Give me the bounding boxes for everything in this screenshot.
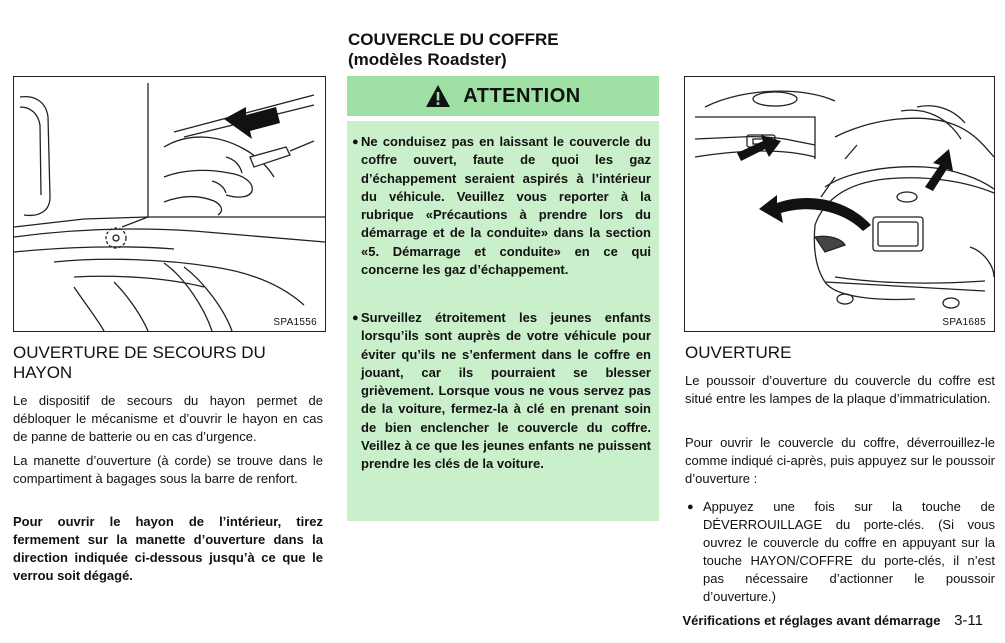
attention-item-exhaust xyxy=(352,133,651,279)
page-title-line2: (modèles Roadster) xyxy=(348,50,507,69)
trunk-opening-illustration xyxy=(685,77,994,331)
attention-header xyxy=(347,76,659,116)
figure-code: SPA1685 xyxy=(942,317,986,328)
tailgate-release-figure xyxy=(13,76,326,332)
bullet-icon: ● xyxy=(352,136,359,148)
opening-step-text: Appuyez une fois sur la touche de DÉVERROUILLAGE du porte-clés. (Si vous ouvrez le couvercle du coffre en appuyant sur la touche HAYON/COFFRE du porte-clés, il n’est pas nécessaire d’actionner le poussoir d’ouverture.) xyxy=(703,499,995,604)
figure-code: SPA1556 xyxy=(273,317,317,328)
paragraph-release-instruction: Pour ouvrir le hayon de l’intérieur, tirez fermement sur la manette d’ouverture dans la direction indiquée ci-dessous jusqu’à ce que le verrou soit dégagé. xyxy=(13,514,323,583)
attention-label: ATTENTION xyxy=(463,84,581,107)
page-footer xyxy=(683,612,984,629)
page-title xyxy=(348,30,559,70)
footer-chapter-title: Vérifications et réglages avant démarrage xyxy=(682,613,941,628)
tailgate-release-illustration xyxy=(14,77,325,331)
bullet-icon: ● xyxy=(352,312,359,324)
page-title-line1: COUVERCLE DU COFFRE xyxy=(348,30,559,49)
paragraph-release-description: Le dispositif de secours du hayon permet de débloquer le mécanisme et d’ouvrir le hayon en cas de panne de batterie ou en cas d’urgence. xyxy=(13,393,323,444)
attention-item-text: Surveillez étroitement les jeunes enfants lorsqu’ils sont auprès de votre véhicule pour éviter qu’ils ne s’enferment dans le coffre en jouant, car ils pourraient se blesser grièvement. Lorsque vous ne vous servez pas de la voiture, fermez-la à clé en prenant soin de bien enclencher le couvercle du coffre. Veillez à ce que les jeunes enfants ne puissent prendre les clés de la voiture. xyxy=(361,310,651,472)
attention-item-children xyxy=(352,309,651,474)
paragraph-button-location: Le poussoir d’ouverture du couvercle du coffre est situé entre les lampes de la plaque d’immatriculation. xyxy=(685,373,995,406)
attention-item-text: Ne conduisez pas en laissant le couvercle du coffre ouvert, faute de quoi les gaz d’échappement seraient aspirés à l’intérieur du véhicule. Veuillez vous reporter à la rubrique «Précautions à prendre lors du démarrage et de la conduite» dans la section «5. Démarrage et conduite» en ce qui concerne les gaz d’échappement. xyxy=(361,134,651,278)
page-number: 3-11 xyxy=(954,612,983,629)
trunk-opening-figure xyxy=(684,76,995,332)
attention-box xyxy=(347,121,659,521)
paragraph-opening-procedure: Pour ouvrir le couvercle du coffre, déverrouillez-le comme indiqué ci-après, puis appuyez sur le poussoir d’ouverture : xyxy=(685,435,995,486)
section-title-tailgate-release: OUVERTURE DE SECOURS DU HAYON xyxy=(13,343,266,382)
bullet-icon: ● xyxy=(687,501,694,513)
paragraph-handle-location: La manette d’ouverture (à corde) se trouve dans le compartiment à bagages sous la barre de renfort. xyxy=(13,453,323,486)
section-title-opening: OUVERTURE xyxy=(685,343,792,362)
warning-icon xyxy=(425,84,451,108)
